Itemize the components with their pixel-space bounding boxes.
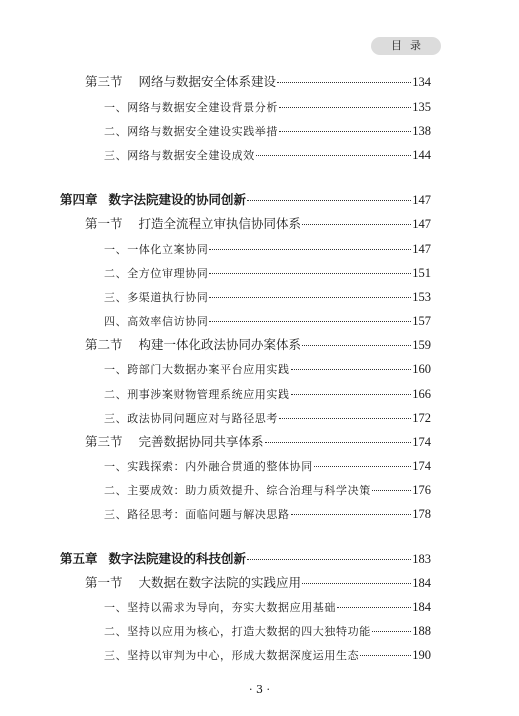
toc-entry-page: 174 xyxy=(412,459,431,473)
dot-leader xyxy=(291,369,412,370)
toc-entry-number: 三、 xyxy=(104,649,128,662)
toc-entry-title: 数字法院建设的科技创新 xyxy=(108,551,247,566)
toc-entry-number: 一、 xyxy=(104,101,128,114)
toc-entry-page: 183 xyxy=(412,552,431,566)
toc-entry-number: 二、 xyxy=(104,388,128,401)
dot-leader xyxy=(302,224,411,225)
dot-leader xyxy=(209,297,411,298)
toc-entry-title: 构建一体化政法协同办案体系 xyxy=(138,337,302,352)
toc-entry-page: 160 xyxy=(412,362,431,376)
dot-leader xyxy=(247,559,411,560)
toc-entry-page: 157 xyxy=(412,314,431,328)
toc-entry-page: 184 xyxy=(412,576,431,590)
toc-entry-page: 147 xyxy=(412,217,431,231)
toc-sub-entry xyxy=(104,505,431,524)
toc-chapter-entry xyxy=(60,191,431,209)
toc-entry-page: 166 xyxy=(412,387,431,401)
dot-leader xyxy=(302,583,411,584)
toc-sub-entry xyxy=(104,288,431,307)
dot-leader xyxy=(209,321,411,322)
toc-section-entry xyxy=(85,336,431,354)
toc-entry-page: 159 xyxy=(412,338,431,352)
toc-entry-page: 147 xyxy=(412,193,431,207)
dot-leader xyxy=(302,345,411,346)
toc-entry-number: 一、 xyxy=(104,363,128,376)
toc-entry-number: 三、 xyxy=(104,508,128,521)
toc-entry-number: 第四章 xyxy=(60,192,98,207)
toc-entry-page: 190 xyxy=(412,648,431,662)
toc-entry-page: 153 xyxy=(412,290,431,304)
dot-leader xyxy=(337,607,411,608)
toc-entry-title: 网络与数据安全建设成效 xyxy=(127,149,255,162)
dot-leader xyxy=(265,442,412,443)
toc-entry-title: 全方位审理协同 xyxy=(127,267,209,280)
toc-entry-title: 一体化立案协同 xyxy=(127,243,209,256)
toc-sub-entry xyxy=(104,240,431,259)
toc-entry-page: 174 xyxy=(412,435,431,449)
toc-sub-entry xyxy=(104,622,431,641)
toc-entry-page: 176 xyxy=(412,483,431,497)
toc-sub-entry xyxy=(104,312,431,331)
dot-leader xyxy=(279,131,411,132)
dot-leader xyxy=(314,466,411,467)
toc-entry-number: 三、 xyxy=(104,291,128,304)
toc-entry-page: 172 xyxy=(412,411,431,425)
toc-entry-title: 政法协同问题应对与路径思考 xyxy=(127,412,279,425)
toc-sub-entry xyxy=(104,598,431,617)
toc-entry-number: 第三节 xyxy=(85,74,123,89)
toc-entry-title: 数字法院建设的协同创新 xyxy=(108,192,247,207)
toc-entry-number: 二、 xyxy=(104,125,128,138)
page-number: · 3 · xyxy=(249,683,270,696)
toc-section-entry xyxy=(85,73,431,91)
toc-entry-page: 147 xyxy=(412,242,431,256)
toc-sub-entry xyxy=(104,98,431,117)
toc-entry-number: 一、 xyxy=(104,460,128,473)
toc-section-entry xyxy=(85,433,431,451)
toc-sub-entry xyxy=(104,264,431,283)
running-header: 目录 xyxy=(371,37,441,55)
dot-leader xyxy=(372,631,411,632)
toc-entry-number: 第五章 xyxy=(60,551,98,566)
toc-sub-entry xyxy=(104,385,431,404)
dot-leader xyxy=(256,155,411,156)
toc-entry-number: 第三节 xyxy=(85,434,123,449)
toc-entry-number: 第一节 xyxy=(85,216,123,231)
dot-leader xyxy=(209,273,411,274)
toc-entry-title: 网络与数据安全建设背景分析 xyxy=(127,101,279,114)
toc-entry-title: 实践探索：内外融合贯通的整体协同 xyxy=(127,460,313,473)
toc-entry-title: 坚持以需求为导向，夯实大数据应用基础 xyxy=(127,601,337,614)
toc-sub-entry xyxy=(104,360,431,379)
dot-leader xyxy=(247,200,411,201)
dot-leader xyxy=(277,82,411,83)
dot-leader xyxy=(291,514,412,515)
toc-entry-page: 134 xyxy=(412,75,431,89)
dot-leader xyxy=(209,249,411,250)
toc-entry-page: 151 xyxy=(412,266,431,280)
toc-sub-entry xyxy=(104,122,431,141)
toc-entry-number: 四、 xyxy=(104,315,128,328)
toc-entry-title: 高效率信访协同 xyxy=(127,315,209,328)
toc-entry-title: 网络与数据安全体系建设 xyxy=(138,74,277,89)
toc-entry-title: 主要成效：助力质效提升、综合治理与科学决策 xyxy=(127,484,371,497)
toc-entry-title: 多渠道执行协同 xyxy=(127,291,209,304)
toc-entry-title: 网络与数据安全建设实践举措 xyxy=(127,125,279,138)
dot-leader xyxy=(279,418,411,419)
toc-entry-page: 135 xyxy=(412,100,431,114)
toc-sub-entry xyxy=(104,646,431,665)
dot-leader xyxy=(372,490,411,491)
toc-entry-number: 三、 xyxy=(104,412,128,425)
toc-entry-number: 三、 xyxy=(104,149,128,162)
toc-entry-page: 138 xyxy=(412,124,431,138)
toc-section-entry xyxy=(85,215,431,233)
toc-entry-number: 一、 xyxy=(104,601,128,614)
toc-entry-number: 一、 xyxy=(104,243,128,256)
dot-leader xyxy=(291,394,412,395)
dot-leader xyxy=(279,107,411,108)
toc-sub-entry xyxy=(104,457,431,476)
toc-section-entry xyxy=(85,574,431,592)
toc-sub-entry xyxy=(104,409,431,428)
toc-entry-number: 第二节 xyxy=(85,337,123,352)
toc-entry-title: 路径思考：面临问题与解决思路 xyxy=(127,508,290,521)
toc-entry-title: 大数据在数字法院的实践应用 xyxy=(138,575,302,590)
toc-entry-page: 178 xyxy=(412,507,431,521)
toc-entry-title: 坚持以应用为核心，打造大数据的四大独特功能 xyxy=(127,625,371,638)
toc-entry-title: 坚持以审判为中心，形成大数据深度运用生态 xyxy=(127,649,360,662)
toc-entry-number: 二、 xyxy=(104,625,128,638)
toc-entry-title: 跨部门大数据办案平台应用实践 xyxy=(127,363,290,376)
toc-entry-page: 188 xyxy=(412,624,431,638)
toc-sub-entry xyxy=(104,481,431,500)
toc-entry-title: 打造全流程立审执信协同体系 xyxy=(138,216,302,231)
toc-chapter-entry xyxy=(60,550,431,568)
toc-entry-number: 二、 xyxy=(104,267,128,280)
toc-entry-page: 144 xyxy=(412,148,431,162)
dot-leader xyxy=(360,655,411,656)
toc-sub-entry xyxy=(104,146,431,165)
toc-entry-number: 第一节 xyxy=(85,575,123,590)
toc-entry-number: 二、 xyxy=(104,484,128,497)
toc-entry-title: 刑事涉案财物管理系统应用实践 xyxy=(127,388,290,401)
toc-entry-page: 184 xyxy=(412,600,431,614)
toc-entry-title: 完善数据协同共享体系 xyxy=(138,434,264,449)
